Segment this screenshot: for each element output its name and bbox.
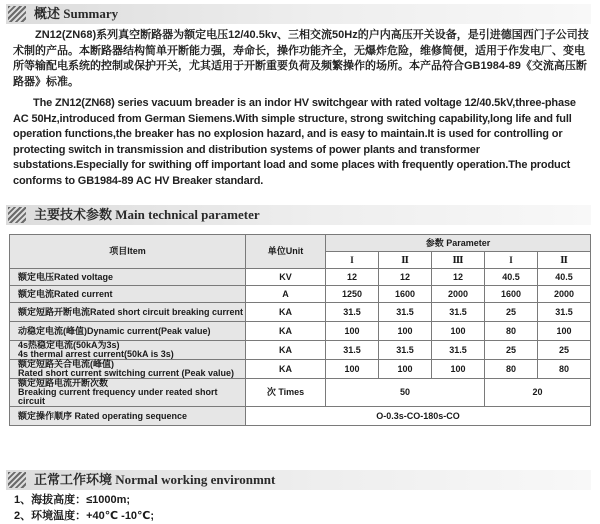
header-col: I xyxy=(326,252,379,269)
header-parameter: 参数 Parameter xyxy=(326,235,591,252)
row-item-cn: 额定短路电流开断次数 xyxy=(18,378,109,388)
row-item-en: 4s thermal arrest current(50kA is 3s) xyxy=(18,349,174,359)
row-item: 额定电压Rated voltage xyxy=(10,269,246,286)
row-value: 100 xyxy=(432,322,485,341)
row-value: 12 xyxy=(379,269,432,286)
row-value: 25 xyxy=(485,303,538,322)
row-value: 31.5 xyxy=(326,303,379,322)
row-value: 12 xyxy=(326,269,379,286)
environment-header xyxy=(6,470,591,490)
row-value: 80 xyxy=(485,322,538,341)
row-value: 100 xyxy=(379,360,432,379)
row-value-span: 50 xyxy=(326,379,485,407)
row-value: 100 xyxy=(326,322,379,341)
row-value-span: 20 xyxy=(485,379,591,407)
row-value: 31.5 xyxy=(379,303,432,322)
row-unit: KA xyxy=(246,341,326,360)
row-item-cn: 4s热稳定电流(50kA为3s) xyxy=(18,340,120,350)
row-item xyxy=(10,341,246,360)
row-value: 1600 xyxy=(379,286,432,303)
row-value: 31.5 xyxy=(379,341,432,360)
summary-header xyxy=(6,4,591,24)
row-item: 动稳定电流(峰值)Dynamic current(Peak value) xyxy=(10,322,246,341)
row-item xyxy=(10,379,246,407)
table-row xyxy=(10,303,591,322)
row-value: 2000 xyxy=(538,286,591,303)
row-value: 12 xyxy=(432,269,485,286)
row-value: 31.5 xyxy=(432,303,485,322)
table-row xyxy=(10,360,591,379)
row-value-span: O-0.3s-CO-180s-CO xyxy=(246,407,591,426)
row-value: 40.5 xyxy=(538,269,591,286)
stripes-icon xyxy=(8,207,26,223)
table-header-row xyxy=(10,235,591,252)
header-col: Ⅱ xyxy=(379,252,432,269)
summary-cn-text: ZN12(ZN68)系列真空断路器为额定电压12/40.5kv、三相交流50Hz的户内高压开关设备，是引进德国西门子公司技术制的产品。本断路器结构简单开断能力强，寿命长，操作功能齐全，无爆炸危险，维修简便，适用于作发电厂、变电所等输配电系统的控制或保护开关，尤其适用于开断重要负荷及频繁操作的场所。本产品符合GB1984-89《交流高压断路器》标准。 xyxy=(13,29,589,88)
row-value: 25 xyxy=(485,341,538,360)
parameter-table xyxy=(9,234,591,426)
row-unit: A xyxy=(246,286,326,303)
stripes-icon xyxy=(8,6,26,22)
stripes-icon xyxy=(8,472,26,488)
table-row xyxy=(10,341,591,360)
row-value: 100 xyxy=(538,322,591,341)
row-unit: KA xyxy=(246,322,326,341)
row-item: 额定电流Rated current xyxy=(10,286,246,303)
row-item-en: Breaking current frequency under reated short circuit xyxy=(18,387,218,406)
table-row xyxy=(10,286,591,303)
table-row xyxy=(10,269,591,286)
row-value: 31.5 xyxy=(432,341,485,360)
environment-item: 1、海拔高度：≤1000m; xyxy=(14,494,131,506)
summary-en-text: The ZN12(ZN68) series vacuum breader is an indor HV switchgear with rated voltage 12/40.5kV,three-phase AC 50Hz,introduced from German Siemens.With simple structure, strong switching capability,long life and full operation functions,the breaker has no explosion hazard, and is easy to maintain.It is used for controlling or protecting switch in transmission and distribution systems of power plants and transformer substations.Especially for swithing off important load and some places with frequently operation.The product conforms to GB1984-89 AC HV Breaker standard. xyxy=(13,97,576,187)
table-row xyxy=(10,379,591,407)
row-item: 额定操作顺序 Rated operating sequence xyxy=(10,407,246,426)
row-item-cn: 额定短路关合电流(峰值) xyxy=(18,359,114,369)
row-value: 31.5 xyxy=(538,303,591,322)
table-row xyxy=(10,322,591,341)
row-item: 额定短路开断电流Rated short circuit breaking current xyxy=(10,303,246,322)
environment-title: 正常工作环境 Normal working environmnt xyxy=(34,472,276,487)
table-row xyxy=(10,407,591,426)
header-unit: 单位Unit xyxy=(246,235,326,269)
row-unit: KA xyxy=(246,303,326,322)
row-value: 40.5 xyxy=(485,269,538,286)
row-value: 31.5 xyxy=(326,341,379,360)
row-value: 100 xyxy=(326,360,379,379)
row-value: 1250 xyxy=(326,286,379,303)
row-item-en: Rated short current switching current (Peak value) xyxy=(18,368,235,378)
environment-item: 2、环境温度：+40℃ -10℃; xyxy=(14,510,155,522)
header-col: I xyxy=(485,252,538,269)
row-value: 1600 xyxy=(485,286,538,303)
summary-title: 概述 Summary xyxy=(34,6,119,21)
row-value: 100 xyxy=(379,322,432,341)
header-col: Ⅱ xyxy=(538,252,591,269)
row-value: 100 xyxy=(432,360,485,379)
row-value: 80 xyxy=(485,360,538,379)
technical-title: 主要技术参数 Main technical parameter xyxy=(34,207,260,222)
row-unit: KA xyxy=(246,360,326,379)
row-value: 25 xyxy=(538,341,591,360)
row-unit: KV xyxy=(246,269,326,286)
header-col: Ⅲ xyxy=(432,252,485,269)
row-value: 2000 xyxy=(432,286,485,303)
header-item: 项目Item xyxy=(10,235,246,269)
technical-header xyxy=(6,205,591,225)
row-item xyxy=(10,360,246,379)
row-value: 80 xyxy=(538,360,591,379)
row-unit: 次 Times xyxy=(246,379,326,407)
